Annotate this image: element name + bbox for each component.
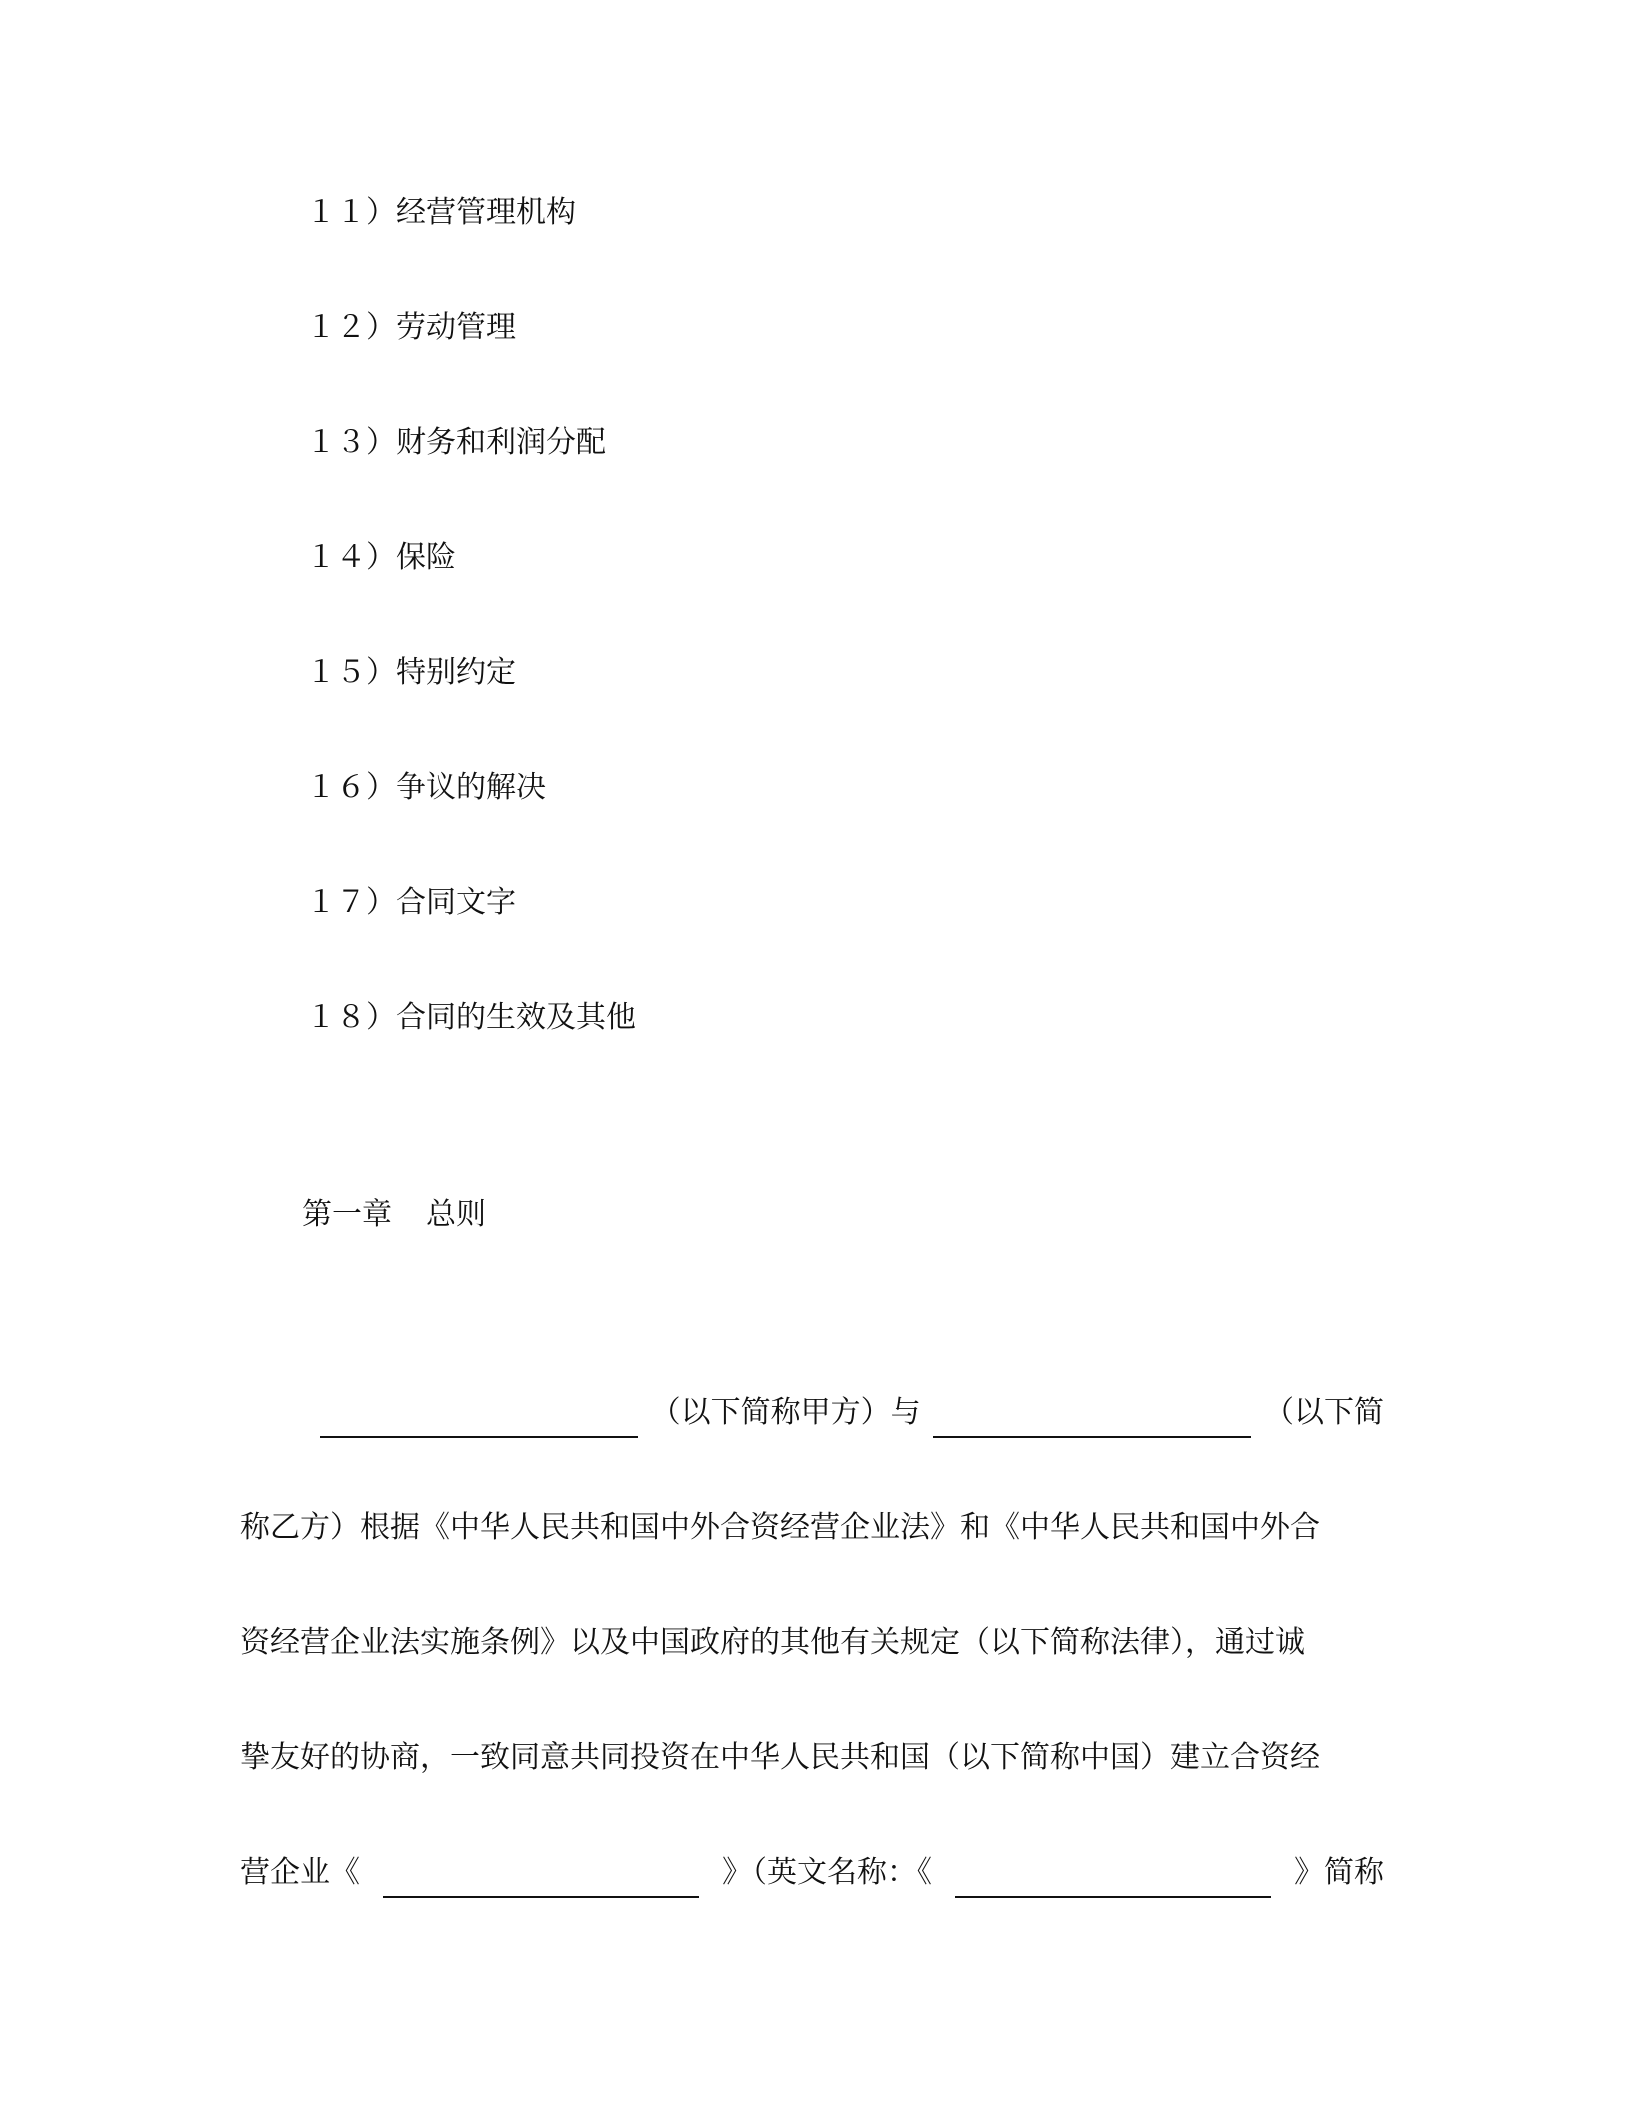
- party-b-reference-text: （以下简: [1263, 1395, 1384, 1430]
- enterprise-english-name-blank[interactable]: [955, 1860, 1271, 1898]
- body-line-2: 称乙方）根据《中华人民共和国中外合资经营企业法》和《中华人民共和国中外合: [240, 1510, 1320, 1545]
- body-line-1: [240, 1388, 1384, 1438]
- chapter-title: 总则: [426, 1197, 486, 1232]
- toc-item: １３）财务和利润分配: [306, 425, 606, 460]
- enterprise-name-prefix: 营企业《: [240, 1855, 360, 1890]
- english-name-label: 》（英文名称：《: [722, 1855, 932, 1890]
- chapter-number: 第一章: [302, 1197, 392, 1232]
- party-b-name-blank[interactable]: [933, 1400, 1251, 1438]
- table-of-contents: [306, 188, 636, 1108]
- toc-item: １５）特别约定: [306, 655, 516, 690]
- abbreviation-label: 》简称: [1294, 1855, 1384, 1890]
- body-line-3: 资经营企业法实施条例》以及中国政府的其他有关规定（以下简称法律），通过诚: [240, 1625, 1305, 1660]
- toc-item: １８）合同的生效及其他: [306, 1000, 636, 1035]
- body-line-5: [240, 1848, 1384, 1898]
- body-line-4: 挚友好的协商，一致同意共同投资在中华人民共和国（以下简称中国）建立合资经: [240, 1740, 1320, 1775]
- chapter-heading: [302, 1190, 486, 1240]
- toc-item: １６）争议的解决: [306, 770, 546, 805]
- party-a-name-blank[interactable]: [320, 1400, 638, 1438]
- party-a-reference-text: （以下简称甲方）与: [650, 1395, 921, 1430]
- toc-item: １７）合同文字: [306, 885, 516, 920]
- toc-item: １１）经营管理机构: [306, 195, 576, 230]
- enterprise-chinese-name-blank[interactable]: [383, 1860, 699, 1898]
- toc-item: １２）劳动管理: [306, 310, 516, 345]
- toc-item: １４）保险: [306, 540, 456, 575]
